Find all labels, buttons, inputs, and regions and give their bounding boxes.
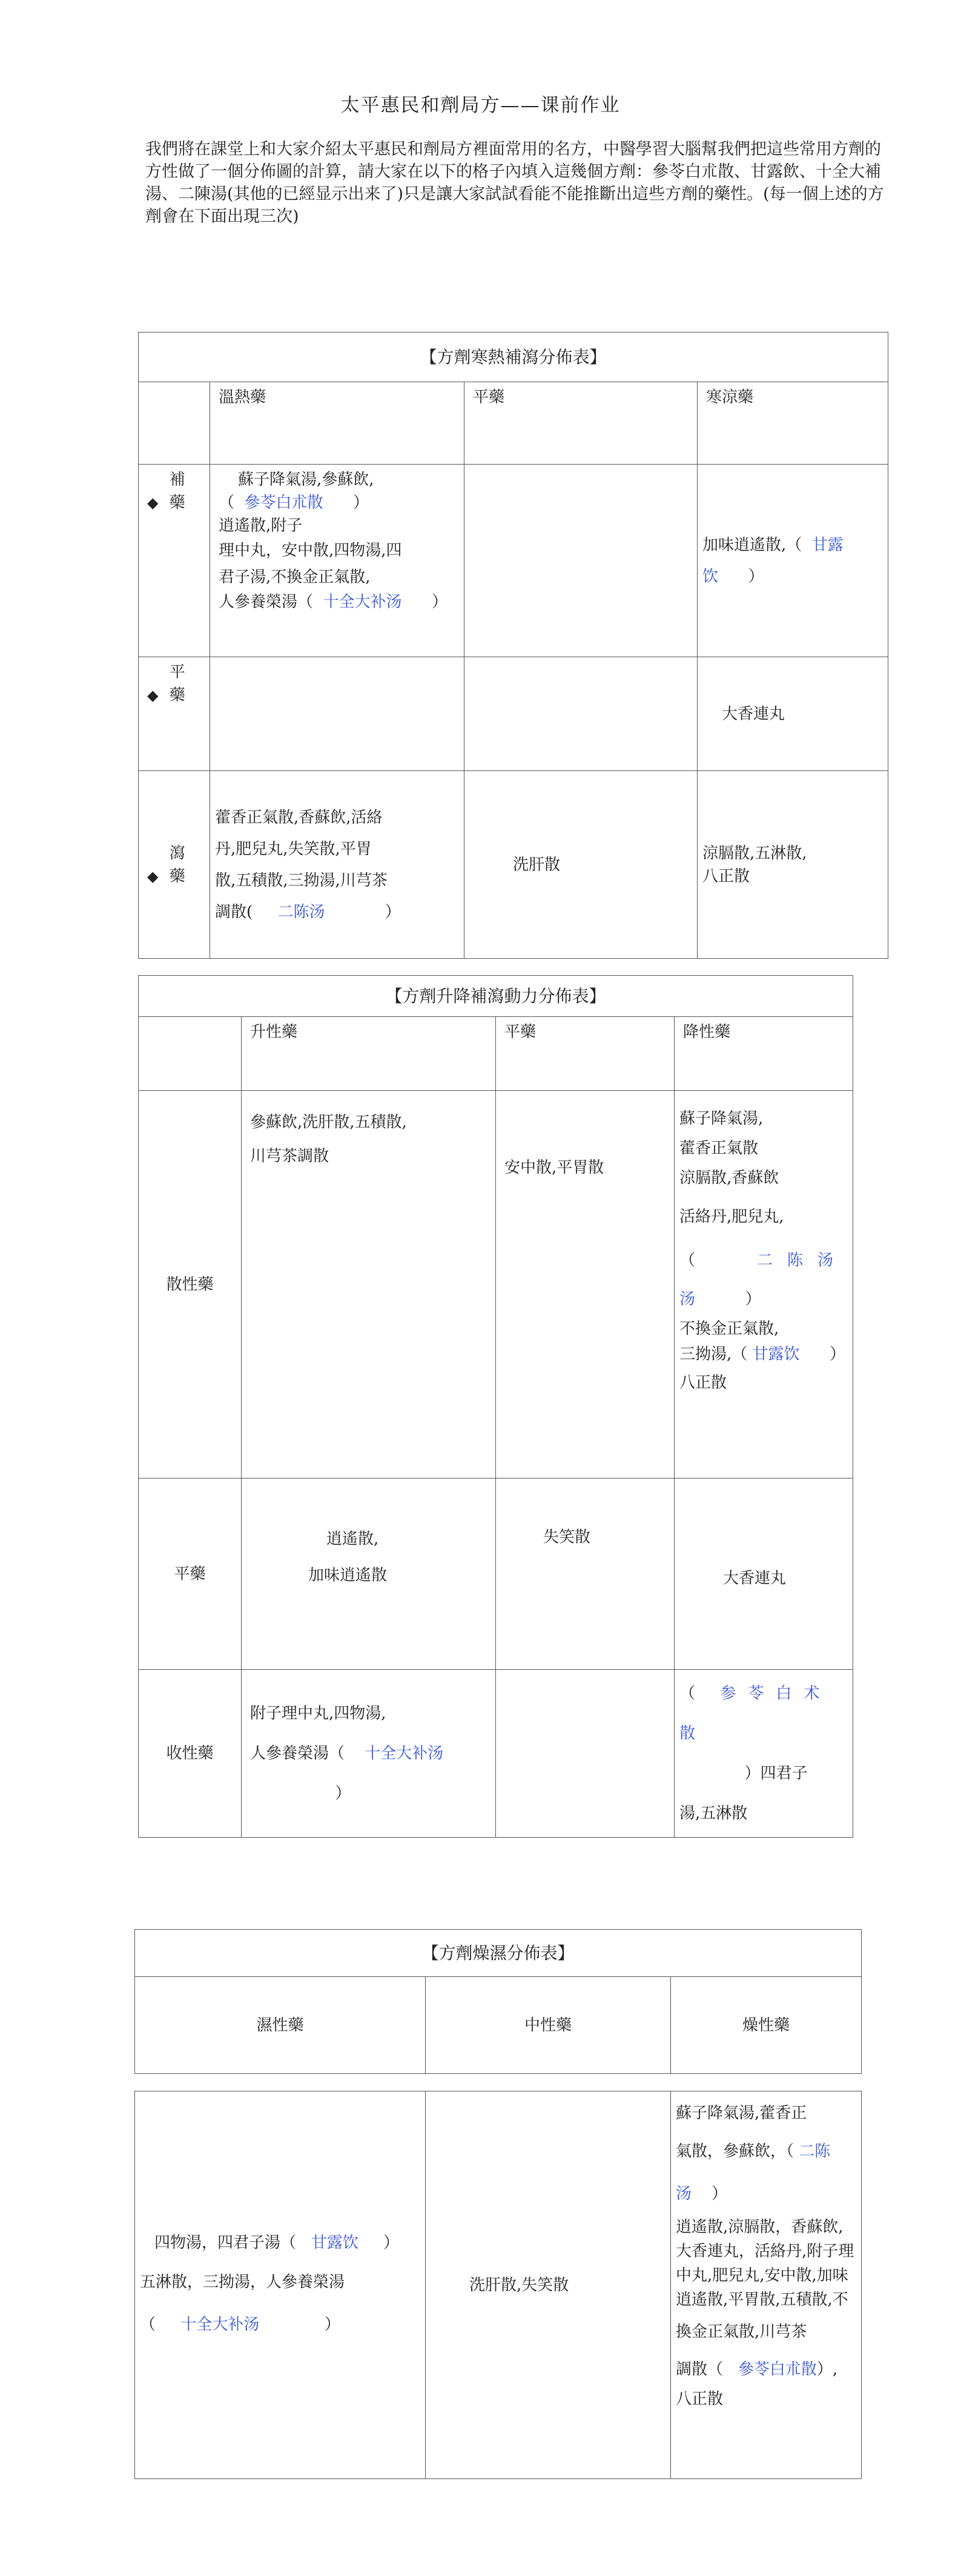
row-label-text: 補藥	[169, 471, 185, 512]
cell-text: 加味逍遙散,（	[702, 535, 802, 554]
answer-fill: 甘露饮	[702, 535, 844, 586]
cell-line	[215, 896, 459, 928]
paren: ）	[745, 1290, 761, 1308]
bullet-icon: ◆	[147, 687, 159, 704]
answer-fill: 二陈汤	[757, 1251, 848, 1270]
cell-text: 人參養榮湯（	[250, 1744, 345, 1763]
row-label-text: 瀉藥	[169, 844, 185, 886]
header-damp: 濕性藥	[135, 1977, 426, 2074]
rise-fall-table	[138, 975, 853, 1838]
cell-text: ）四君子	[744, 1764, 808, 1783]
cell-line	[140, 2225, 420, 2261]
cell-line	[140, 2303, 420, 2346]
paren: （	[140, 2315, 156, 2334]
cell-line: 藿香正氣散	[679, 1139, 759, 1157]
answer-fill: 参苓白术散	[679, 1684, 832, 1743]
cell-dispersing-rising	[242, 1091, 496, 1478]
paren: ）	[353, 494, 369, 512]
cell-dispersing-neutral: 安中散,平胃散	[496, 1091, 675, 1478]
cell-neutral-falling: 大香連丸	[675, 1478, 853, 1670]
row-label-purge	[139, 771, 210, 959]
cell-line: 逍遙散,	[326, 1530, 379, 1548]
cell-line	[679, 1342, 848, 1367]
cell-line: 蘇子降氣湯,	[679, 1110, 764, 1128]
cell-line	[676, 2352, 856, 2387]
header-neutral: 中性藥	[426, 1977, 671, 2074]
paren: ）	[324, 2315, 340, 2334]
cell-purge-cold	[698, 771, 888, 959]
cell-line: 丹,肥兒丸,失笑散,平胃	[215, 839, 372, 858]
header-cold: 寒涼藥	[698, 382, 888, 465]
table-caption: 【方劑燥濕分佈表】	[135, 1930, 862, 1977]
bullet-icon: ◆	[147, 494, 159, 511]
corner-cell	[139, 1017, 242, 1091]
paren: ）	[748, 567, 764, 586]
cell-astringent-falling	[675, 1670, 853, 1838]
cell-line: 五淋散，三拗湯，人參養榮湯	[140, 2273, 345, 2291]
cell-text: 四物湯，四君子湯（	[154, 2233, 297, 2252]
answer-fill-end: 汤	[679, 1290, 696, 1308]
answer-fill: 參苓白朮散	[738, 2360, 817, 2379]
answer-fill: 十全大补汤	[180, 2315, 260, 2334]
dry-damp-table-header	[134, 1929, 862, 2074]
paren: ）	[383, 2233, 400, 2252]
row-label-text: 平藥	[169, 663, 185, 704]
row-label-dispersing: 散性藥	[139, 1091, 242, 1478]
row-label-tonify	[139, 465, 210, 657]
answer-fill: 十全大补汤	[323, 593, 402, 611]
cell-text: 調散（	[676, 2360, 724, 2379]
cell-line: 散,五積散,三拗湯,川芎茶	[215, 871, 388, 890]
cell-line	[676, 2130, 856, 2215]
paren: ）	[432, 593, 448, 611]
cell-neutral-neutral	[464, 657, 698, 771]
dry-damp-table-body	[134, 2091, 862, 2479]
cell-line: 八正散	[676, 2390, 724, 2408]
cell-neutral-rising	[242, 1478, 496, 1670]
cell-purge-neutral: 洗肝散	[464, 771, 698, 959]
cell-line: 八正散	[702, 867, 750, 886]
table-caption: 【方劑升降補瀉動力分佈表】	[139, 976, 853, 1017]
cell-line: 逍遙散,附子	[219, 517, 303, 535]
cell-line	[219, 591, 459, 614]
cell-line: 參蘇飲,洗肝散,五積散,	[250, 1113, 407, 1131]
cell-dry	[671, 2091, 862, 2479]
cell-line	[250, 1773, 490, 1813]
cell-neutral: 洗肝散,失笑散	[426, 2091, 671, 2479]
cell-line	[219, 491, 459, 514]
bullet-icon: ◆	[147, 867, 159, 885]
cell-line: 君子湯,不換金正氣散,	[219, 568, 371, 586]
header-falling: 降性藥	[675, 1017, 853, 1091]
corner-cell	[139, 382, 210, 465]
paren: ）,	[816, 2360, 838, 2379]
paren: （	[679, 1684, 696, 1703]
answer-fill: 參苓白朮散	[244, 494, 323, 512]
cell-line: 不換金正氣散,	[679, 1320, 779, 1338]
cell-line: 活絡丹,肥兒丸,	[679, 1208, 784, 1226]
cell-line: 逍遙散,涼膈散，香蘇飲,大香連丸，活絡丹,附子理中丸,肥兒丸,安中散,加味逍遙散,平胃散,五積散,不	[676, 2218, 854, 2309]
cell-astringent-neutral	[496, 1670, 675, 1838]
paren: ）	[335, 1784, 351, 1803]
paren: （	[679, 1251, 696, 1270]
cell-line	[679, 1674, 848, 1753]
cell-line: 加味逍遙散	[308, 1566, 388, 1584]
cell-tonify-cold	[698, 465, 888, 657]
intro-paragraph: 我們將在課堂上和大家介紹太平惠民和劑局方裡面常用的名方，中醫學習大腦幫我們把這些常用方劑的方性做了一個分佈圖的計算，請大家在以下的格子內填入這幾個方劑：參苓白朮散、甘露飲、十全大補湯、二陳湯(其他的已經显示出来了)只是讓大家試試看能不能推斷出這些方劑的藥性。(每一個上述的方劑會在下面出現三次)	[145, 140, 884, 226]
cell-line: 湯,五淋散	[679, 1804, 748, 1823]
document-title: 太平惠民和劑局方——课前作业	[340, 94, 621, 116]
cell-line: 川芎茶調散	[250, 1147, 329, 1165]
paren: ）	[830, 1345, 846, 1363]
cell-tonify-warm	[210, 465, 464, 657]
answer-fill: 二陈汤	[676, 2142, 831, 2203]
cell-line	[250, 1733, 490, 1773]
answer-fill: 甘露饮	[752, 1345, 800, 1363]
cell-line: 涼膈散,五淋散,	[702, 844, 807, 863]
cell-line: 蘇子降氣湯,藿香正	[676, 2104, 807, 2122]
cold-hot-table	[138, 332, 888, 959]
paren: ）	[385, 902, 401, 921]
cell-text: 人參養榮湯（	[219, 593, 314, 611]
cell-neutral-neutral: 失笑散	[496, 1478, 675, 1670]
answer-fill: 甘露饮	[311, 2233, 358, 2252]
cell-dispersing-falling	[675, 1091, 853, 1478]
cell-tonify-neutral	[464, 465, 698, 657]
cell-text: 三拗湯,（	[679, 1345, 748, 1363]
cell-line: 藿香正氣散,香蘇飲,活絡	[215, 808, 383, 827]
cell-line: 換金正氣散,川芎茶	[676, 2323, 807, 2341]
paren: ）	[712, 2185, 728, 2203]
row-label-neutral	[139, 657, 210, 771]
cell-line: 八正散	[679, 1374, 727, 1392]
cell-line: 附子理中丸,四物湯,	[250, 1704, 386, 1723]
cell-line	[679, 1239, 848, 1282]
cell-text: 調散(	[215, 902, 253, 921]
header-neutral: 平藥	[496, 1017, 675, 1091]
cell-purge-warm	[210, 771, 464, 959]
cell-neutral-cold: 大香連丸	[698, 657, 888, 771]
paren: （	[219, 494, 235, 512]
header-neutral: 平藥	[464, 382, 698, 465]
cell-line: 蘇子降氣湯,參蘇飲,	[238, 471, 374, 489]
header-warm: 溫熱藥	[210, 382, 464, 465]
header-dry: 燥性藥	[671, 1977, 862, 2074]
cell-text: 氣散，參蘇飲，（	[676, 2142, 794, 2160]
cell-line: 理中丸，安中散,四物湯,四	[219, 541, 402, 560]
row-label-neutral: 平藥	[139, 1478, 242, 1670]
cell-damp	[135, 2091, 426, 2479]
cell-neutral-warm	[210, 657, 464, 771]
answer-fill: 十全大补汤	[365, 1744, 444, 1763]
cell-line	[679, 1282, 848, 1316]
table-caption: 【方劑寒熱補瀉分佈表】	[139, 333, 888, 382]
cell-astringent-rising	[242, 1670, 496, 1838]
answer-fill: 二陈汤	[277, 902, 325, 921]
header-rising: 升性藥	[242, 1017, 496, 1091]
row-label-astringent: 收性藥	[139, 1670, 242, 1838]
cell-line: 涼膈散,香蘇飲	[679, 1169, 779, 1187]
cell-line	[679, 1753, 848, 1793]
